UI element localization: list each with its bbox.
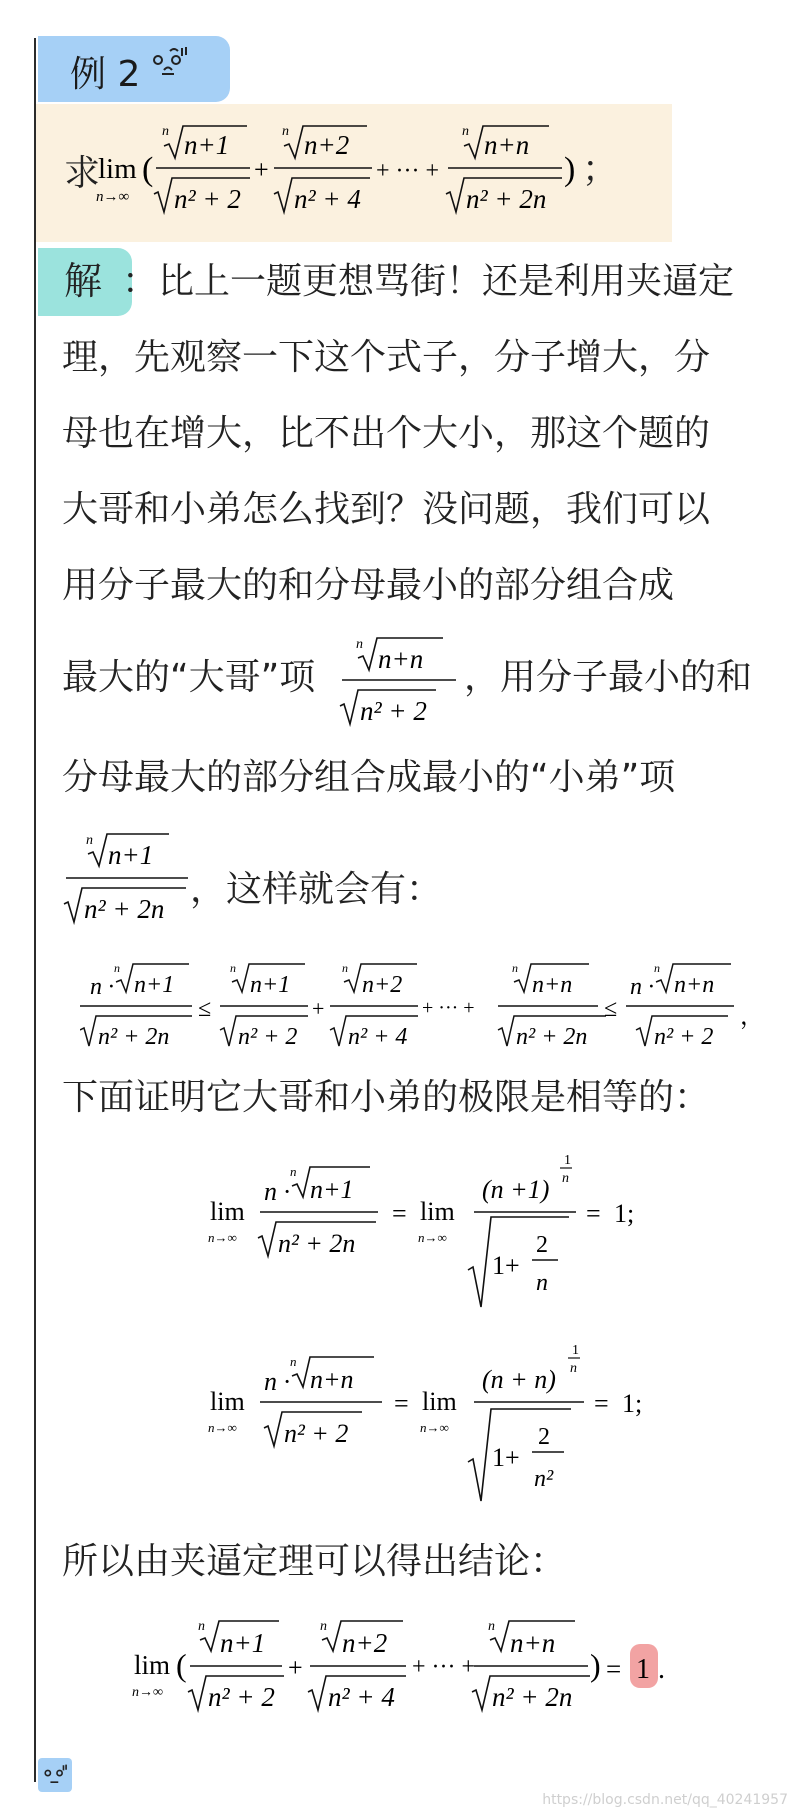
svg-text:n+n: n+n [510,1628,556,1658]
svg-text:=: = [394,1389,409,1418]
svg-text:n² + 2: n² + 2 [238,1024,298,1050]
svg-text:.: . [658,1654,665,1685]
svg-text:+: + [312,996,325,1021]
svg-text:n: n [198,1619,205,1634]
svg-text:n: n [230,961,236,975]
open-paren: ( [142,151,154,188]
solution-line-6-pre: 最大的“大哥”项 [62,657,316,698]
svg-text:n+2: n+2 [342,1628,388,1658]
svg-text:2: 2 [538,1424,550,1450]
svg-text:=: = [606,1654,622,1684]
watermark: https://blog.csdn.net/qq_40241957 [542,1792,788,1808]
big-brother-fraction [336,628,462,728]
root-index: n [162,124,169,139]
denominator-term2: n² + 4 [294,184,361,214]
svg-text:(n +1): (n +1) [482,1175,550,1204]
svg-text:n→∞: n→∞ [208,1230,237,1245]
svg-text:(: ( [176,1647,187,1683]
solution-line-3: 母也在增大，比不出个大小，那这个题的 [62,413,711,454]
svg-text:=: = [586,1199,601,1228]
problem-tail: ； [582,149,619,190]
close-paren: ) [564,151,576,188]
left-margin-rule [34,38,36,1782]
svg-text:1+: 1+ [492,1251,520,1280]
svg-text:n: n [342,961,348,975]
svg-text:1;: 1; [622,1389,643,1418]
svg-text:n→∞: n→∞ [132,1685,163,1700]
svg-text:n² + 2n: n² + 2n [278,1229,356,1258]
svg-text:n+n: n+n [378,644,424,674]
solution-badge-label: 解 [64,259,103,303]
root-index: n [282,124,289,139]
numerator-termn: n+n [484,130,530,160]
svg-text:=: = [594,1389,609,1418]
lim-subscript: n→∞ [96,189,130,205]
svg-text:n+1: n+1 [134,972,175,998]
svg-text:n+n: n+n [532,972,573,998]
final-limit-equation [130,1606,730,1736]
svg-text:1+: 1+ [492,1443,520,1472]
svg-text:n² + 2n: n² + 2n [98,1024,170,1050]
answer-value: 1 [636,1654,650,1685]
solution-line-7: 分母最大的部分组合成最小的“小弟”项 [62,757,676,798]
svg-text:n² + 2: n² + 2 [654,1024,714,1050]
plus-sign: + [254,155,269,184]
svg-text:+ ··· +: + ··· + [422,997,475,1019]
svg-text:≤: ≤ [198,996,212,1022]
svg-text:n→∞: n→∞ [208,1420,237,1435]
numerator-term1: n+1 [184,130,230,160]
svg-text:n²: n² [534,1466,554,1492]
svg-text:n: n [512,961,518,975]
svg-text:lim: lim [422,1387,457,1416]
svg-text:n: n [562,1171,569,1186]
numerator-term2: n+2 [304,130,350,160]
svg-text:): ) [590,1647,601,1683]
svg-text:n+2: n+2 [362,972,403,998]
svg-text:+: + [288,1653,303,1682]
svg-text:n→∞: n→∞ [418,1230,447,1245]
svg-text:n ·: n · [264,1367,290,1396]
svg-text:n+n: n+n [310,1365,354,1394]
solution-line-4: 大哥和小弟怎么找到？没问题，我们可以 [62,489,711,530]
svg-text:n: n [654,961,660,975]
svg-text:n ·: n · [630,974,654,1000]
svg-text:n ·: n · [264,1177,290,1206]
svg-text:2: 2 [536,1232,548,1258]
solution-line-5: 用分子最大的和分母最小的部分组合成 [62,565,675,606]
denominator-termn: n² + 2n [466,184,547,214]
svg-text:n² + 2n: n² + 2n [516,1024,588,1050]
svg-text:lim: lim [210,1387,245,1416]
svg-text:n² + 2: n² + 2 [208,1682,275,1712]
root-index: n [462,124,469,139]
solution-line-10: 所以由夹逼定理可以得出结论： [62,1541,567,1582]
svg-text:n: n [356,637,363,652]
svg-text:n+1: n+1 [310,1175,354,1204]
svg-text:n: n [570,1361,577,1376]
svg-text:n: n [290,1164,297,1179]
svg-text:=: = [392,1199,407,1228]
face-emoticon-icon [146,44,192,82]
svg-text:≤: ≤ [604,996,618,1022]
svg-text:+ ··· +: + ··· + [412,1654,476,1680]
svg-text:n: n [86,833,93,848]
svg-text:n+1: n+1 [108,840,154,870]
svg-text:n² + 4: n² + 4 [348,1024,408,1050]
limit-equation-1 [206,1150,666,1320]
problem-lead: 求 [64,153,101,194]
svg-text:n² + 2n: n² + 2n [84,894,165,924]
svg-text:lim: lim [420,1197,455,1226]
svg-text:lim: lim [210,1197,245,1226]
lim-text: lim [98,153,137,185]
svg-text:n² + 2: n² + 2 [284,1419,349,1448]
svg-text:n+1: n+1 [220,1628,266,1658]
svg-text:n² + 4: n² + 4 [328,1682,395,1712]
svg-text:，: ， [740,1004,764,1030]
svg-text:n+n: n+n [674,972,715,998]
solution-line-1: ：比上一题更想骂街！还是利用夹逼定 [122,261,735,302]
svg-text:n: n [114,961,120,975]
solution-line-2: 理，先观察一下这个式子，分子增大，分 [62,337,711,378]
solution-line-9: 下面证明它大哥和小弟的极限是相等的： [62,1077,711,1118]
svg-text:n² + 2: n² + 2 [360,696,427,726]
svg-text:n ·: n · [90,974,114,1000]
svg-text:n: n [488,1619,495,1634]
face-emoticon-icon [40,1762,70,1788]
limit-equation-2 [206,1340,666,1520]
svg-text:1: 1 [564,1153,571,1168]
svg-text:1: 1 [572,1343,579,1358]
svg-text:n→∞: n→∞ [420,1420,449,1435]
svg-text:1;: 1; [614,1199,635,1228]
example-label: 例 2 [70,54,141,95]
svg-text:n+1: n+1 [250,972,291,998]
solution-line-8-post: ，这样就会有： [190,869,443,910]
svg-text:lim: lim [134,1650,171,1680]
svg-text:n: n [536,1270,548,1296]
svg-text:(n + n): (n + n) [482,1365,556,1394]
svg-text:n: n [320,1619,327,1634]
inequality-chain [80,952,780,1062]
svg-text:n: n [290,1354,297,1369]
svg-text:n² + 2n: n² + 2n [492,1682,573,1712]
little-brother-fraction [60,824,192,928]
denominator-term1: n² + 2 [174,184,241,214]
ellipsis-plus: + ··· + [376,158,440,184]
solution-line-6-post: ，用分子最小的和 [464,657,753,698]
